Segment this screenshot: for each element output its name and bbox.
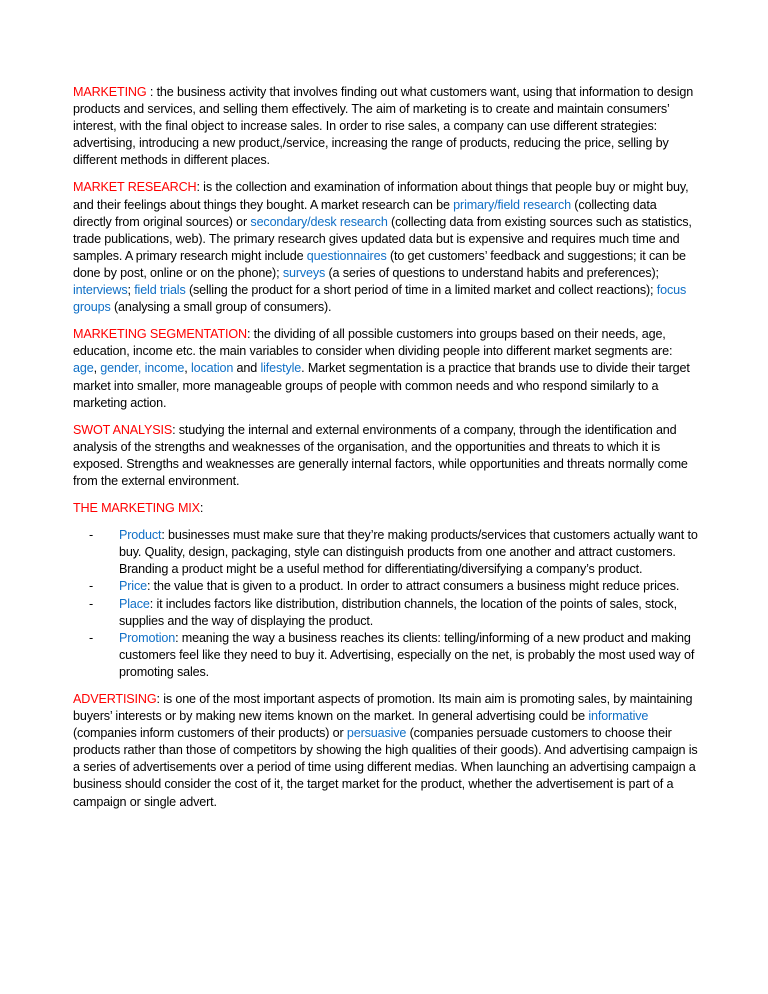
questionnaires-keyword: questionnaires <box>306 248 387 263</box>
text-run: (analysing a small group of consumers). <box>110 300 332 315</box>
price-keyword: Price <box>119 579 147 594</box>
text-run: (selling the product for a short period of time in a limited market and collect reactions); <box>185 283 657 298</box>
advertising-paragraph <box>73 691 698 811</box>
marketing-mix-heading <box>73 500 698 517</box>
text-run: (collecting data from existing sources such as statistics, trade publications, web). The primary research gives updated data but is expensive and requires much time and samples. A primary research might include <box>73 214 692 263</box>
segmentation-term: MARKETING SEGMENTATION <box>73 327 247 342</box>
interviews-keyword: interviews <box>73 283 128 298</box>
text-run: : it includes factors like distribution, distribution channels, the location of the points of sales, stock, supplies and the way of displaying the product. <box>119 596 677 628</box>
surveys-keyword: surveys <box>282 265 326 280</box>
focus-groups-keyword: focus groups <box>73 283 687 315</box>
text-run: (companies inform customers of their products) or <box>73 726 347 741</box>
text-run: (collecting data directly from original sources) or <box>73 197 657 229</box>
colon: : <box>199 501 204 516</box>
gender-income-keyword: gender, income <box>100 361 185 376</box>
text-run: : businesses must make sure that they’re making products/services that customers actually want to buy. Quality, design, packaging, style can distinguish products from one another and attract customers. Branding a product might be a useful method for differentiating/diversifying a company’s product. <box>119 528 698 577</box>
dash-bullet: - <box>89 528 94 543</box>
informative-keyword: informative <box>588 709 649 724</box>
lifestyle-keyword: lifestyle <box>260 361 302 376</box>
text-run: : is one of the most important aspects of promotion. Its main aim is promoting sales, by maintaining buyers’ interests or by making new items known on the market. In general advertising could be <box>73 692 693 724</box>
market-research-paragraph <box>73 179 698 316</box>
marketing-term: MARKETING <box>73 85 147 99</box>
segmentation-paragraph <box>73 326 698 411</box>
text-run: (a series of questions to understand habits and preferences); <box>325 265 659 280</box>
text-run: , <box>184 361 191 376</box>
persuasive-keyword: persuasive <box>346 726 407 741</box>
swot-definition: : studying the internal and external environments of a company, through the identification and analysis of the strengths and weaknesses of the organisation, and the opportunities and threats to which it is exposed. Strengths and weaknesses are generally internal factors, while opportunities and threats normally come from the external environment. <box>73 422 688 488</box>
swot-term: SWOT ANALYSIS <box>73 422 173 437</box>
location-keyword: location <box>190 361 234 376</box>
dash-bullet: - <box>89 579 94 594</box>
marketing-paragraph <box>73 84 698 169</box>
secondary-research-keyword: secondary/desk research <box>250 214 388 229</box>
text-run: ; <box>127 283 135 298</box>
promotion-keyword: Promotion <box>119 630 176 645</box>
swot-paragraph <box>73 422 698 490</box>
text-run: , <box>93 361 101 376</box>
list-item <box>89 578 698 595</box>
market-research-term: MARKET RESEARCH <box>73 180 197 195</box>
text-run: : is the collection and examination of information about things that people buy or might buy, and their feelings about things they bought. A market research can be <box>73 180 689 212</box>
primary-research-keyword: primary/field research <box>453 197 571 212</box>
place-keyword: Place <box>119 596 150 611</box>
text-run: : the value that is given to a product. In order to attract consumers a business might reduce prices. <box>146 579 680 594</box>
list-item <box>89 596 698 630</box>
advertising-term: ADVERTISING <box>73 692 157 706</box>
text-run: : the dividing of all possible customers into groups based on their needs, age, education, income etc. the main variables to consider when dividing people into different market segments are: <box>73 327 673 359</box>
dash-bullet: - <box>89 596 94 611</box>
marketing-definition: : the business activity that involves finding out what customers want, using that information to design products and services, and selling them effectively. The aim of marketing is to create and maintain consumers’ interest, with the final object to increase sales. In order to rise sales, a company can use different strategies: advertising, introducing a new product,/service, increasing the range of products, reducing the price, selling by different methods in different places. <box>73 85 694 168</box>
field-trials-keyword: field trials <box>134 283 186 298</box>
text-run: (to get customers’ feedback and suggestions; it can be done by post, online or on the phone); <box>73 248 686 280</box>
marketing-mix-term: THE MARKETING MIX <box>73 501 200 516</box>
text-run: (companies persuade customers to choose their products rather than those of competitors by showing the high qualities of their goods). And advertising campaign is a series of advertisements over a period of time using different medias. When launching an advertising campaign a business should consider the cost of it, the target market for the product, whether the advertisement is part of a campaign or single advert. <box>73 726 698 809</box>
age-keyword: age <box>73 361 94 376</box>
dash-bullet: - <box>89 630 94 645</box>
text-run: . Market segmentation is a practice that brands use to divide their target market into smaller, more manageable groups of people with common needs and who respond similarly to a marketing action. <box>73 361 690 410</box>
product-keyword: Product <box>119 528 162 543</box>
marketing-mix-list <box>73 527 698 681</box>
list-item <box>89 527 698 578</box>
text-run: and <box>233 361 261 376</box>
list-item <box>89 630 698 681</box>
text-run: : meaning the way a business reaches its clients: telling/informing of a new product and making customers feel like they need to buy it. Advertising, especially on the net, is probably the most used way of promoting sales. <box>119 630 695 679</box>
